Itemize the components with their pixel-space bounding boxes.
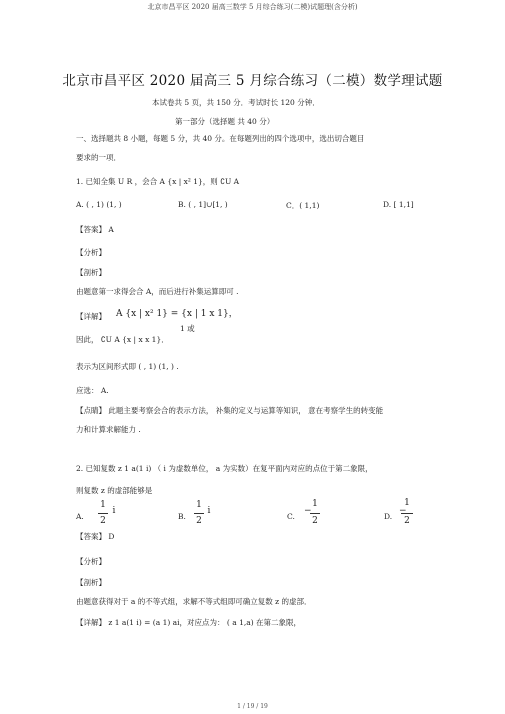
q1-therefore: 因此， ∁U A {x | x x 1}． — [76, 335, 169, 344]
exam-info: 本试卷共 5 页，共 150 分．考试时长 120 分钟． — [152, 98, 320, 107]
q2-option-b-i: i — [207, 506, 211, 516]
document-title: 北京市昌平区 2020 届高三 5 月综合练习（二模）数学理试题 — [62, 73, 443, 89]
q2-option-a-i: i — [112, 506, 116, 516]
q2-option-b-label: B. — [178, 512, 186, 521]
q2-option-b-denominator: 2 — [196, 516, 202, 526]
q2-option-d-numerator: 1 — [404, 498, 410, 508]
q1-interval: 表示为区间形式即 ( , 1) (1, ) . — [76, 362, 179, 371]
q2-option-b-numerator: 1 — [196, 500, 202, 510]
q2-option-c-label: C. — [287, 512, 295, 521]
q2-detail: 【详解】 z 1 a(1 i) = (a 1) ai，对应点为： ( a 1,a) 在第二象限， — [76, 618, 302, 627]
q2-option-a-fraction-bar — [98, 513, 108, 514]
section-title: 第一部分（选择题 共 40 分） — [175, 117, 275, 126]
q2-stem-line2: 则复数 z 的虚部能够是 — [76, 486, 153, 495]
q2-option-a-numerator: 1 — [100, 500, 106, 510]
q1-option-d: D. [ 1,1] — [383, 200, 414, 209]
q1-detail-or: 1 或 — [180, 324, 195, 333]
q1-choose: 应选： A. — [76, 386, 109, 395]
q2-analysis-label: 【分析】 — [76, 557, 106, 566]
section-instructions-line1: 一、选择题共 8 小题，每题 5 分，共 40 分。在每题列出的四个选项中，选出切合题目 — [76, 134, 365, 143]
section-instructions-line2: 要求的一项． — [76, 153, 121, 162]
q2-option-b-fraction-bar — [194, 513, 204, 514]
q1-analysis-label: 【分析】 — [76, 248, 106, 257]
q1-answer: 【答案】 A — [76, 225, 114, 234]
page-footer: 1 / 19 / 19 — [237, 703, 268, 710]
q1-stem: 1. 已知全集 U R ，会合 A {x | x² 1}，则 ∁U A — [76, 177, 240, 186]
q2-option-d-denominator: 2 — [404, 516, 410, 526]
q1-comment-line2: 力和计算求解能力 . — [76, 425, 141, 434]
q1-option-c: C．( 1,1) — [286, 201, 320, 210]
document-header: 北京市昌平区 2020 届高三数学 5 月综合练习(二模)试题理(含分析) — [147, 3, 358, 11]
q2-solution: 由题意获得对于 a 的不等式组，求解不等式组即可确立复数 z 的虚部． — [76, 597, 312, 606]
q1-option-a: A. ( , 1) (1, ) — [76, 200, 122, 209]
q1-solution: 由题意第一求得会合 A，而后进行补集运算即可 . — [76, 287, 239, 296]
q1-option-b: B. ( , 1]∪[1, ) — [178, 200, 228, 209]
q1-comment-line1: 【点睛】 此题主要考察会合的表示方法， 补集的定义与运算等知识， 意在考察学生的转变能 — [76, 406, 384, 415]
q2-option-c-minus: − — [304, 506, 312, 516]
q2-solution-label: 【剖析】 — [76, 578, 106, 587]
q2-option-c-numerator: 1 — [312, 499, 318, 509]
q1-detail-label: 【详解】 — [76, 312, 106, 321]
q2-answer: 【答案】 D — [76, 532, 115, 541]
q2-option-a-denominator: 2 — [100, 516, 106, 526]
q2-option-d-fraction-bar — [401, 513, 413, 514]
q2-option-c-fraction-bar — [310, 513, 320, 514]
q2-option-c-denominator: 2 — [312, 516, 318, 526]
q2-option-d-minus: − — [399, 506, 407, 516]
q1-solution-label: 【剖析】 — [76, 268, 106, 277]
q2-option-d-label: D. — [384, 512, 393, 521]
q1-detail-expression: A {x | x² 1} = {x | 1 x 1}， — [116, 309, 238, 319]
q2-stem: 2. 已知复数 z 1 a(1 i) （ i 为虚数单位， a 为实数）在复平面内对应的点位于第二象限， — [76, 464, 373, 473]
q2-option-a-label: A. — [76, 512, 84, 521]
